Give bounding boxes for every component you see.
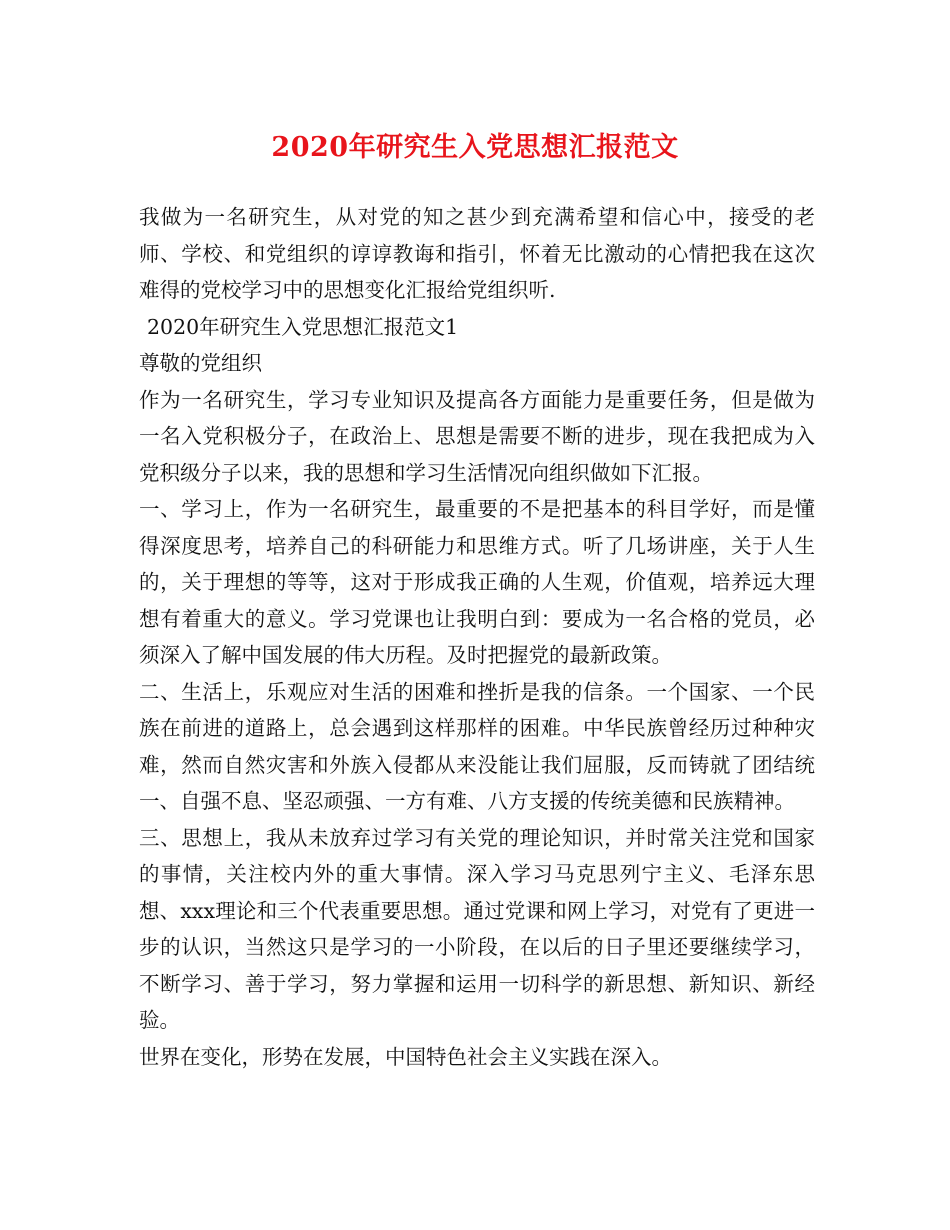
section-subtitle: 2020年研究生入党思想汇报范文1	[147, 314, 459, 339]
thought-paragraph: 三、思想上，我从未放弃过学习有关党的理论知识，并时常关注党和国家的事情，关注校内外的重大事情。深入学习马克思列宁主义、毛泽东思想、xxx理论和三个代表重要思想。通过党课和网上学习，对党有了更进一步的认识，当然这只是学习的一小阶段，在以后的日子里还要继续学习，不断学习、善于学习，努力掌握和运用一切科学的新思想、新知识、新经验。	[139, 825, 815, 1032]
intro-paragraph: 我做为一名研究生，从对党的知之甚少到充满希望和信心中，接受的老师、学校、和党组织的谆谆教诲和指引，怀着无比激动的心情把我在这次难得的党校学习中的思想变化汇报给党组织听.	[139, 205, 815, 302]
document-title: 2020年研究生入党思想汇报范文	[271, 132, 679, 163]
study-paragraph: 一、学习上，作为一名研究生，最重要的不是把基本的科目学好，而是懂得深度思考，培养自己的科研能力和思维方式。听了几场讲座，关于人生的，关于理想的等等，这对于形成我正确的人生观，价值观，培养远大理想有着重大的意义。学习党课也让我明白到：要成为一名合格的党员，必须深入了解中国发展的伟大历程。及时把握党的最新政策。	[139, 497, 815, 667]
life-paragraph: 二、生活上，乐观应对生活的困难和挫折是我的信条。一个国家、一个民族在前进的道路上，总会遇到这样那样的困难。中华民族曾经历过种种灾难，然而自然灾害和外族入侵都从来没能让我们屈服，反而铸就了团结统一、自强不息、坚忍顽强、一方有难、八方支援的传统美德和民族精神。	[139, 679, 815, 813]
opening-paragraph: 作为一名研究生，学习专业知识及提高各方面能力是重要任务，但是做为一名入党积极分子，在政治上、思想是需要不断的进步，现在我把成为入党积级分子以来，我的思想和学习生活情况向组织做如下汇报。	[139, 387, 815, 485]
document-body	[139, 199, 815, 1075]
closing-paragraph: 世界在变化，形势在发展，中国特色社会主义实践在深入。	[139, 1044, 672, 1069]
salutation: 尊敬的党组织	[139, 351, 262, 375]
